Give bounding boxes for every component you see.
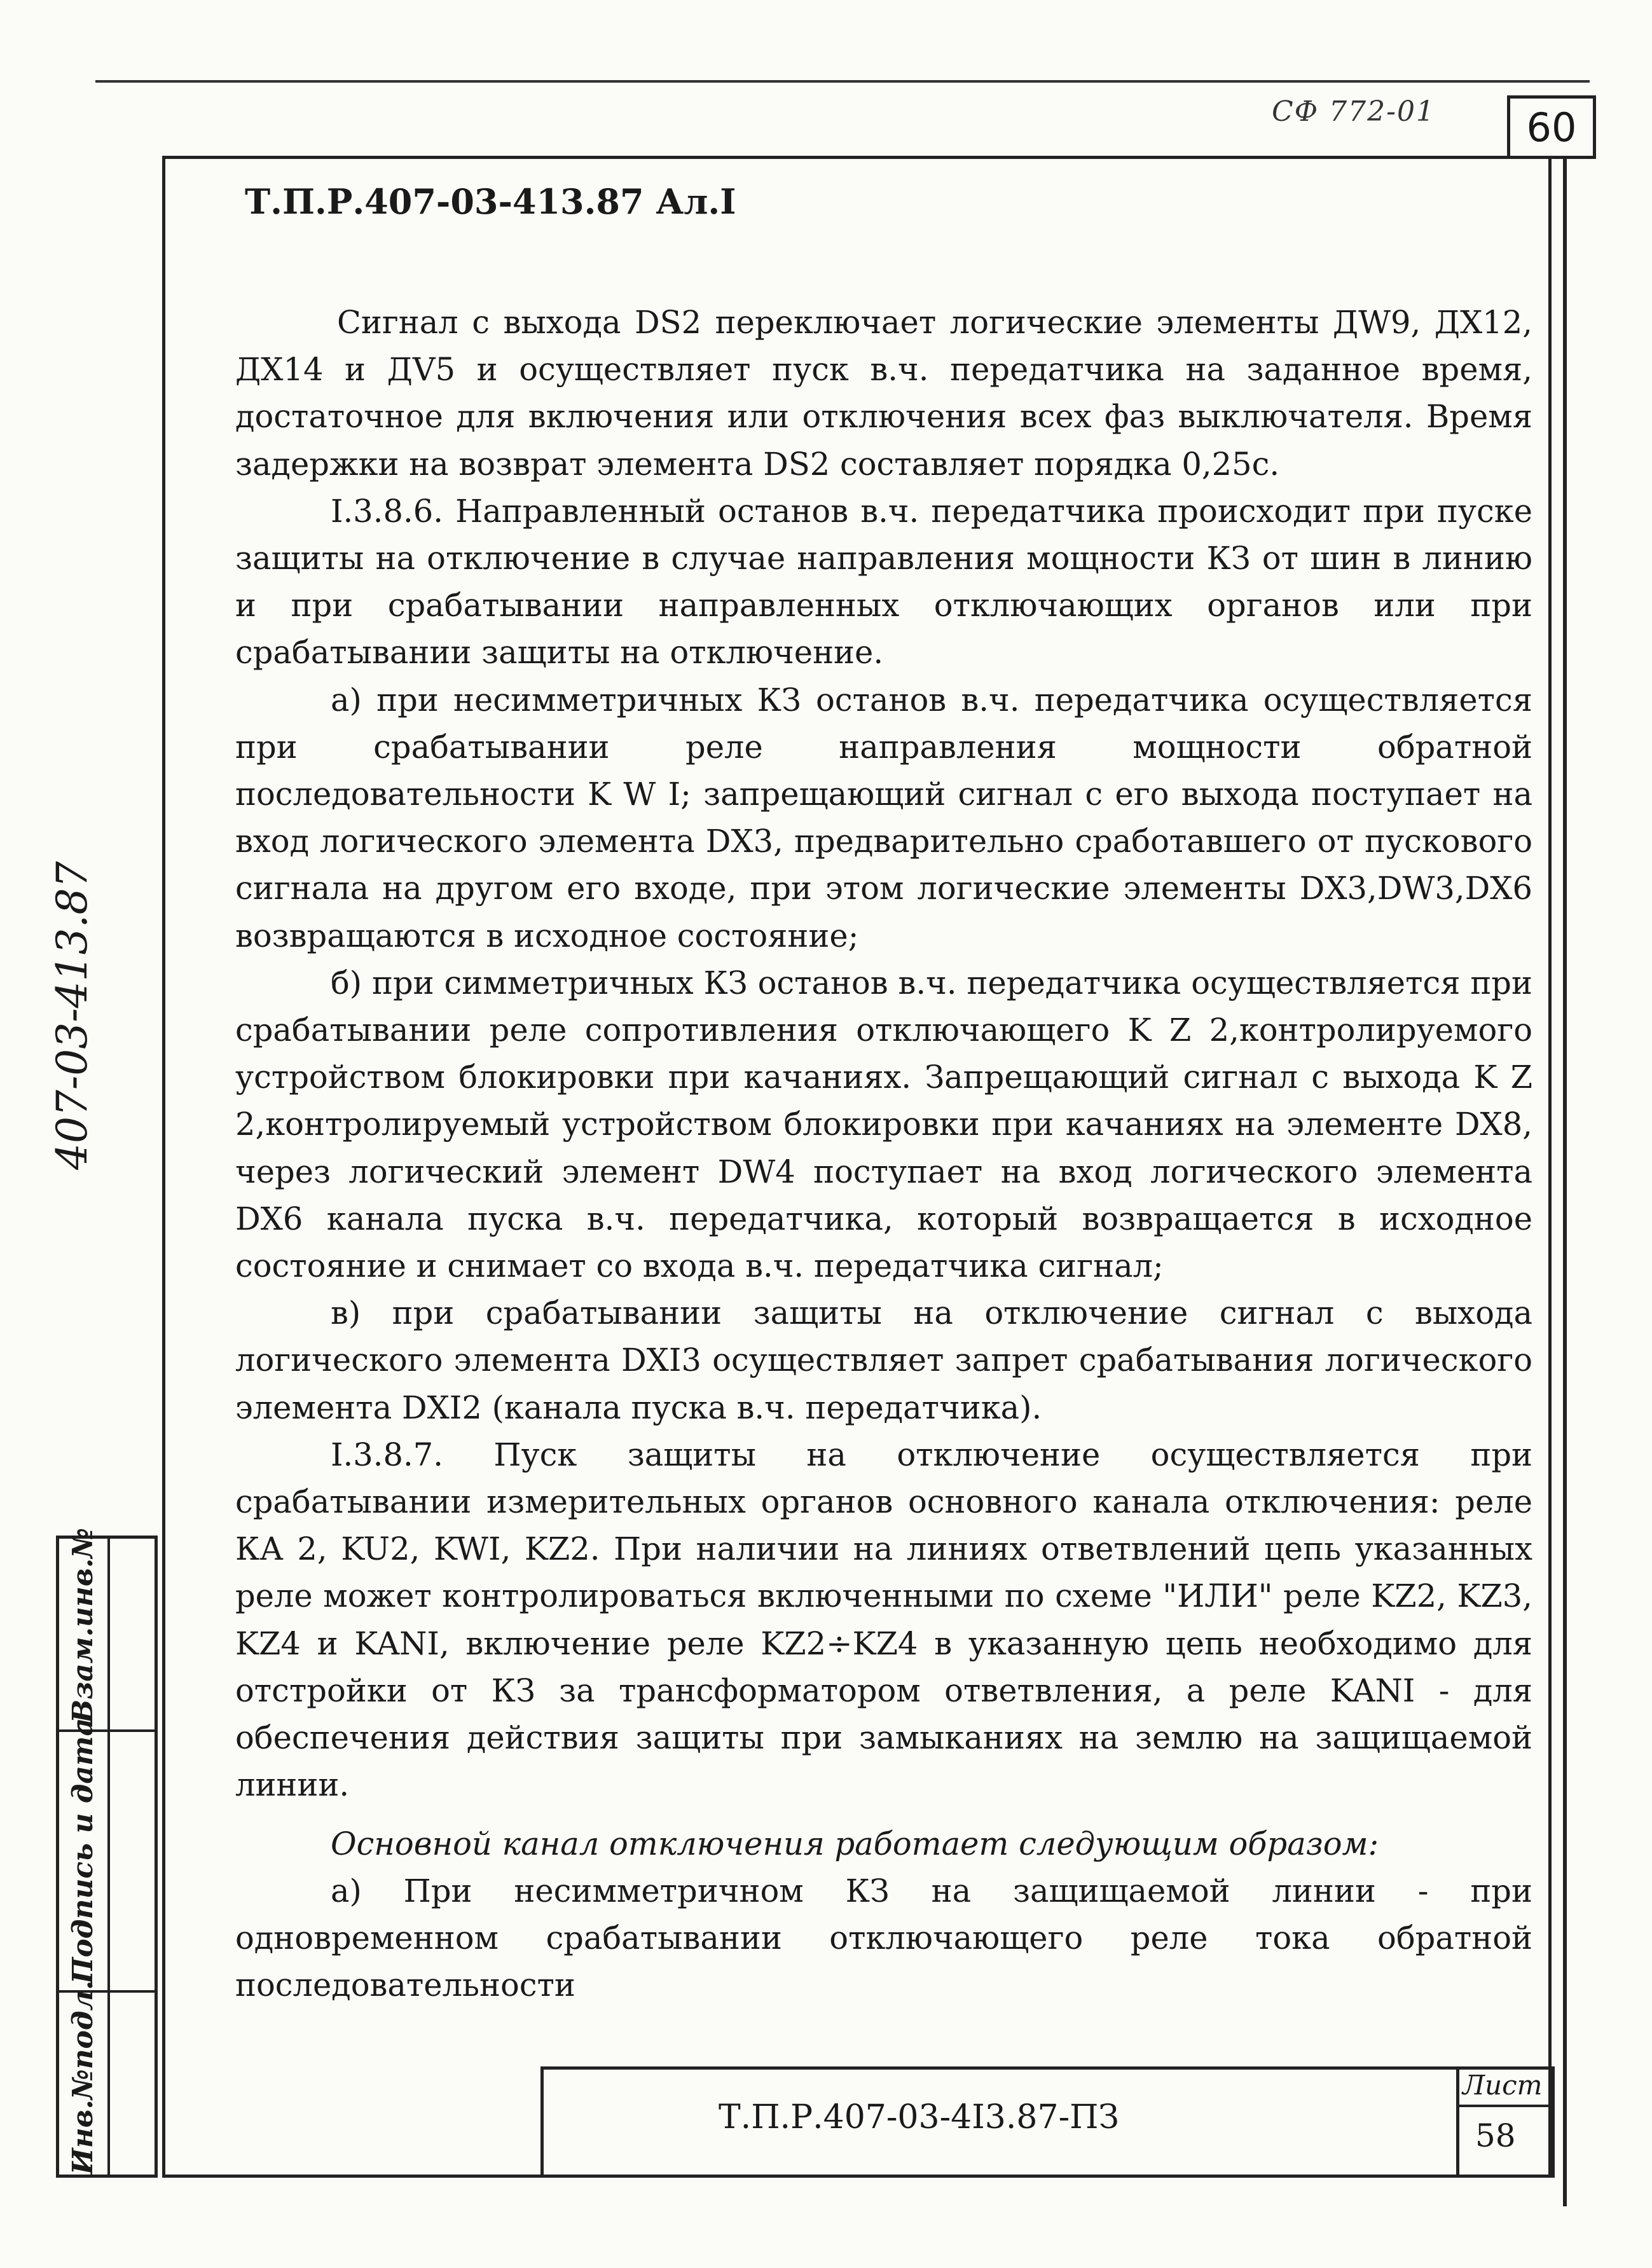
sheet-box-divider (1456, 2105, 1555, 2107)
frame-right-line (1563, 159, 1567, 2206)
stamp-label-inventory: Инв.№подл. (67, 1980, 99, 2175)
stamp-label-signature: Подпись и дата (67, 1717, 99, 1984)
document-header: Т.П.Р.407-03-413.87 Ал.I (245, 181, 736, 222)
archive-code: СФ 772-01 (1272, 95, 1436, 128)
body-text (235, 299, 1532, 2009)
binding-stamp-table (56, 1527, 158, 2178)
title-block-code: Т.П.Р.407-03-4I3.87-ПЗ (719, 2098, 1119, 2136)
stamp-label-replacement: Взам.инв.№ (67, 1527, 99, 1723)
sheet-label: Лист (1463, 2070, 1543, 2101)
paragraph: I.3.8.7. Пуск защиты на отключение осуществляется при срабатывании измерительных органов основного канала отключения: реле КА 2, KU2, KWI, KZ2. При наличии на линиях ответвлений цепь указанных реле может контролироваться включенными по схеме "ИЛИ" реле KZ2, KZ3, KZ4 и KANI, включение реле KZ2÷KZ4 в указанную цепь необходимо для отстройки от КЗ за трансформатором ответвления, а реле KANI - для обеспечения действия защиты при замыканиях на землю на защищаемой линии. (235, 1436, 1532, 1804)
sheet-number: 58 (1475, 2117, 1516, 2154)
side-document-code: 407-03-413.87 (48, 861, 97, 1170)
page-number: 60 (1526, 104, 1577, 151)
paragraph: а) При несимметричном КЗ на защищаемой линии - при одновременном срабатывании отключающего реле тока обратной последовательности (235, 1872, 1532, 2004)
paragraph: Основной канал отключения работает следующим образом: (331, 1825, 1379, 1862)
paragraph: I.3.8.6. Направленный останов в.ч. передатчика происходит при пуске защиты на отключение в случае направления мощности КЗ от шин в линию и при срабатывании направленных отключающих органов или при срабатывании защиты на отключение. (235, 492, 1532, 671)
paragraph: в) при срабатывании защиты на отключение сигнал с выхода логического элемента DXI3 осуществляет запрет срабатывания логического элемента DXI2 (канала пуска в.ч. передатчика). (235, 1295, 1532, 1426)
top-rule (95, 80, 1590, 83)
page-number-box (1507, 95, 1596, 159)
paragraph: Сигнал с выхода DS2 переключает логические элементы ДW9, ДX12, ДX14 и ДV5 и осуществляет пуск в.ч. передатчика на заданное время, достаточное для включения или отключения всех фаз выключателя. Время задержки на возврат элемента DS2 составляет порядка 0,25с. (235, 304, 1532, 483)
paragraph: б) при симметричных КЗ останов в.ч. передатчика осуществляется при срабатывании реле сопротивления отключающего K Z 2,контролируемого устройством блокировки при качаниях. Запрещающий сигнал с выхода K Z 2,контролируемый устройством блокировки при качаниях на элементе DX8, через логический элемент DW4 поступает на вход логического элемента DX6 канала пуска в.ч. передатчика, который возвращается в исходное состояние и снимает со входа в.ч. передатчика сигнал; (235, 964, 1532, 1285)
paragraph: а) при несимметричных КЗ останов в.ч. передатчика осуществляется при срабатывании реле направления мощности обратной последовательности K W I; запрещающий сигнал с его выхода поступает на вход логического элемента DX3, предварительно сработавшего от пускового сигнала на другом его входе, при этом логические элементы DX3,DW3,DX6 возвращаются в исходное состояние; (235, 681, 1532, 954)
